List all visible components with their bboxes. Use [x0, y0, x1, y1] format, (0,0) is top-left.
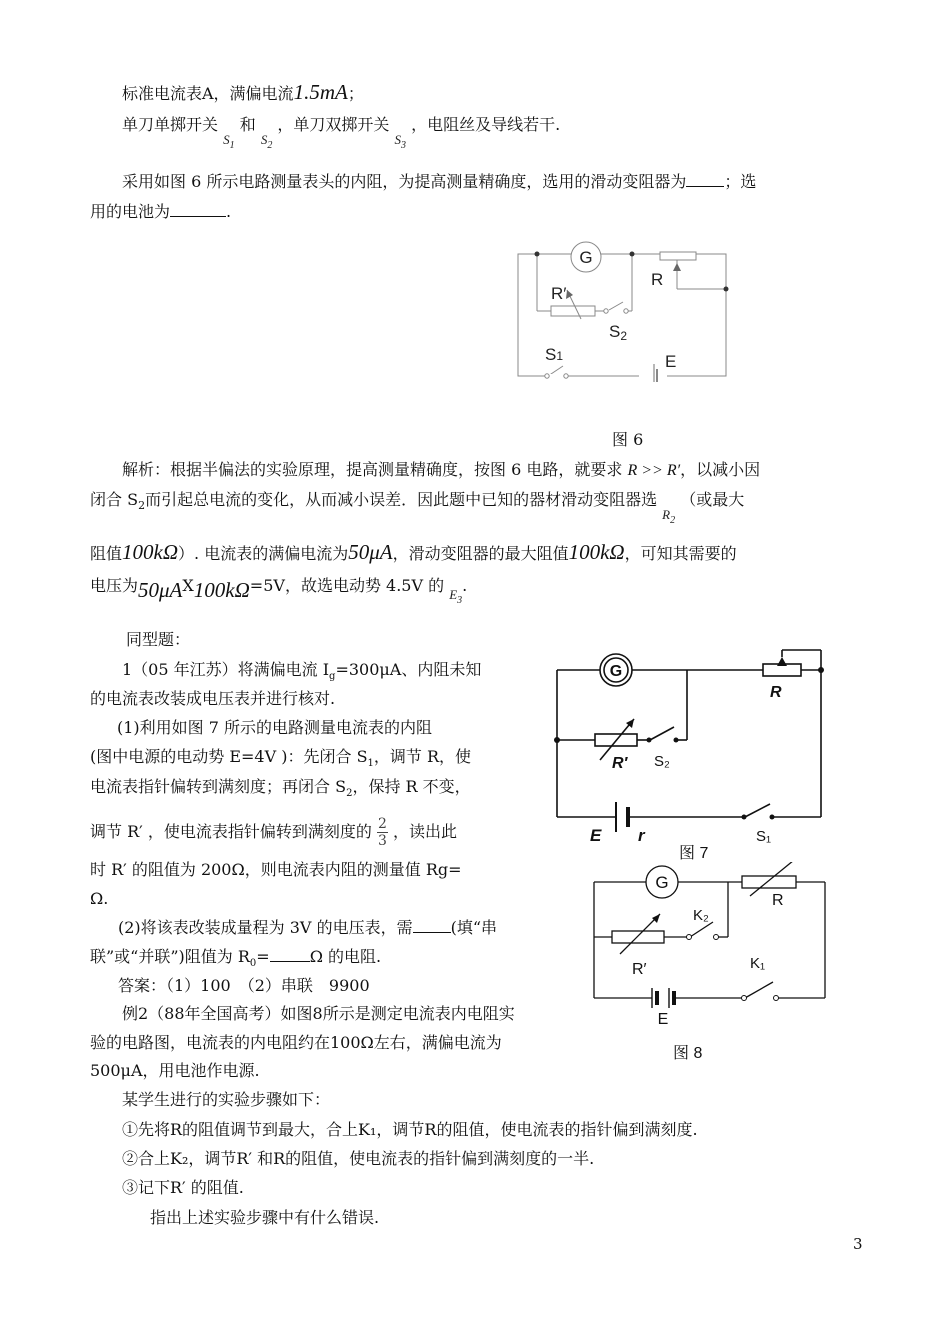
line-standard-ammeter: 标准电流表A，满偏电流1.5mA；: [122, 80, 364, 104]
figure-6-circuit: [505, 232, 745, 382]
fig6-label-S2: S2: [609, 322, 628, 343]
example-line-4: 某学生进行的实验步骤如下：: [122, 1090, 331, 1109]
step-3: ③记下R′ 的阻值.: [122, 1178, 244, 1197]
fig6-label-R: R: [651, 270, 664, 289]
fraction-2-3: $\frac{2}{3}$: [377, 816, 387, 849]
math-50uA: 50μA: [348, 540, 393, 564]
fig8-rprime-box: [612, 931, 664, 943]
same-type-heading: 同型题：: [126, 630, 191, 649]
fig8-k2-blade: [690, 922, 713, 937]
math-100k-2: 100kΩ: [568, 540, 625, 564]
analysis-line-3: 阻值100kΩ）. 电流表的满偏电流为50μA，滑动变阻器的最大阻值100kΩ，可知其需要的: [90, 540, 737, 564]
problem-line-4: (图中电源的电动势 E=4V )：先闭合 $S_1$，调节 R，使: [90, 747, 472, 769]
blank-battery[interactable]: [170, 202, 226, 217]
question-sentence: 采用如图 6 所示电路测量表头的内阻，为提高测量精确度，选用的滑动变阻器为 ；选: [122, 172, 757, 191]
problem-line-1: 1（05 年江苏）将满偏电流 $I_g=300\mu A$、内阻未知: [122, 660, 482, 682]
fig8-caption: 图 8: [673, 1045, 703, 1062]
fig8-label-E: E: [657, 1011, 669, 1028]
fig7-label-E: E: [590, 826, 602, 845]
fig8-r-arrow: [750, 862, 799, 896]
problem-line-2: 的电流表改装成电压表并进行核对.: [90, 689, 336, 708]
fig8-label-K1: K₁: [750, 955, 766, 972]
fig6-caption: 图 6: [612, 430, 644, 449]
blank-series-parallel[interactable]: [413, 918, 451, 933]
problem-line-9: (2)将该表改装成量程为 3V 的电压表，需 (填“串: [118, 918, 498, 937]
math-100k-3: 100kΩ: [193, 578, 250, 602]
math-R-gg-Rp: R >> R′: [627, 462, 681, 479]
example-line-2: 验的电路图，电流表的内电阻约在100Ω左右，满偏电流为: [90, 1033, 502, 1052]
example-line-3: 500μA，用电池作电源.: [90, 1061, 260, 1080]
question-sentence-cont: 用的电池为 .: [90, 202, 232, 221]
problem-line-8: Ω.: [90, 889, 109, 908]
figure-8-circuit: [585, 862, 835, 1067]
answer-line: 答案：（1）100 （2）串联 9900: [118, 976, 370, 995]
fig7-label-G: G: [609, 663, 623, 680]
math-50uA-2: 50μA: [138, 578, 183, 602]
problem-line-7: 时 R′ 的阻值为 200Ω，则电流表内阻的测量值 Rg=: [90, 860, 462, 879]
fig8-r-box: [742, 876, 796, 888]
problem-line-5: 电流表指针偏转到满刻度；再闭合 $S_2$，保持 R 不变，: [90, 777, 471, 799]
math-R2: R2: [662, 507, 676, 526]
fig7-label-Rprime: R′: [612, 755, 628, 772]
fig6-rprime-box: [551, 306, 595, 316]
example-line-1: 例2（88年全国高考）如图8所示是测定电流表内电阻实: [122, 1004, 515, 1023]
math-s2: S2: [260, 132, 273, 151]
fig6-r-box: [660, 252, 696, 260]
fig6-label-G: G: [579, 248, 593, 267]
math-s1: S1: [223, 132, 235, 151]
math-s3: S3: [394, 132, 407, 151]
fig8-label-G: G: [655, 873, 669, 892]
fig7-s2-blade: [650, 727, 674, 740]
fig6-label-S1: S1: [545, 345, 564, 364]
step-1: ①先将R的阻值调节到最大，合上K₁，调节R的阻值，使电流表的指针偏到满刻度.: [122, 1120, 698, 1139]
math-E3: E3: [449, 587, 463, 606]
fig7-caption: 图 7: [679, 845, 709, 862]
problem-line-3: (1)利用如图 7 所示的电路测量电流表的内阻: [117, 718, 433, 737]
fig6-s2-blade: [609, 302, 623, 310]
fig8-label-R: R: [772, 892, 784, 909]
fig8-k1-blade: [745, 982, 773, 998]
math-1.5mA: 1.5mA: [293, 80, 348, 104]
fig6-label-Rprime: R′: [551, 284, 567, 303]
figure-7-circuit: [548, 642, 836, 867]
analysis-line-1: 解析：根据半偏法的实验原理，提高测量精确度，按图 6 电路，就要求 R >> R′，以减小因: [122, 460, 761, 479]
problem-line-6: 调节 R′ ，使电流表指针偏转到满刻度的 $\frac{2}{3}$ ，读出此: [90, 816, 457, 849]
analysis-line-2: 闭合 $S_2$而引起总电流的变化，从而减小误差．因此题中已知的器材滑动变阻器选 $_{R_2}$ （或最大: [90, 490, 745, 526]
fig7-label-S2: S₂: [654, 753, 670, 770]
analysis-line-4: 电压为50μAX100kΩ=5V，故选电动势 4.5V 的 $_{E_3}$.: [90, 576, 468, 606]
fig8-label-Rprime: R′: [632, 961, 647, 978]
fig7-label-S1: S₁: [756, 828, 772, 845]
page-number: 3: [853, 1235, 863, 1253]
fig8-label-K2: K₂: [693, 907, 709, 924]
step-2: ②合上K₂，调节R′ 和R的阻值，使电流表的指针偏到满刻度的一半.: [122, 1149, 595, 1168]
fig6-label-E: E: [665, 352, 677, 371]
problem-line-10: 联”或“并联”)阻值为 $R_0= \Omega$ 的电阻.: [90, 947, 382, 969]
fig7-label-r: r: [638, 826, 645, 845]
final-question: 指出上述实验步骤中有什么错误.: [150, 1208, 380, 1227]
math-100k-1: 100kΩ: [122, 540, 179, 564]
fig7-label-R: R: [770, 684, 782, 701]
fig7-s1-blade: [745, 804, 770, 817]
line-switches: 单刀单掷开关 $_{S_1}$ 和 $_{S_2}$ ，单刀双掷开关 $_{S_3}$ ，电阻丝及导线若干.: [122, 115, 561, 151]
blank-R0-value[interactable]: [270, 947, 310, 962]
blank-rheostat[interactable]: [686, 172, 724, 187]
